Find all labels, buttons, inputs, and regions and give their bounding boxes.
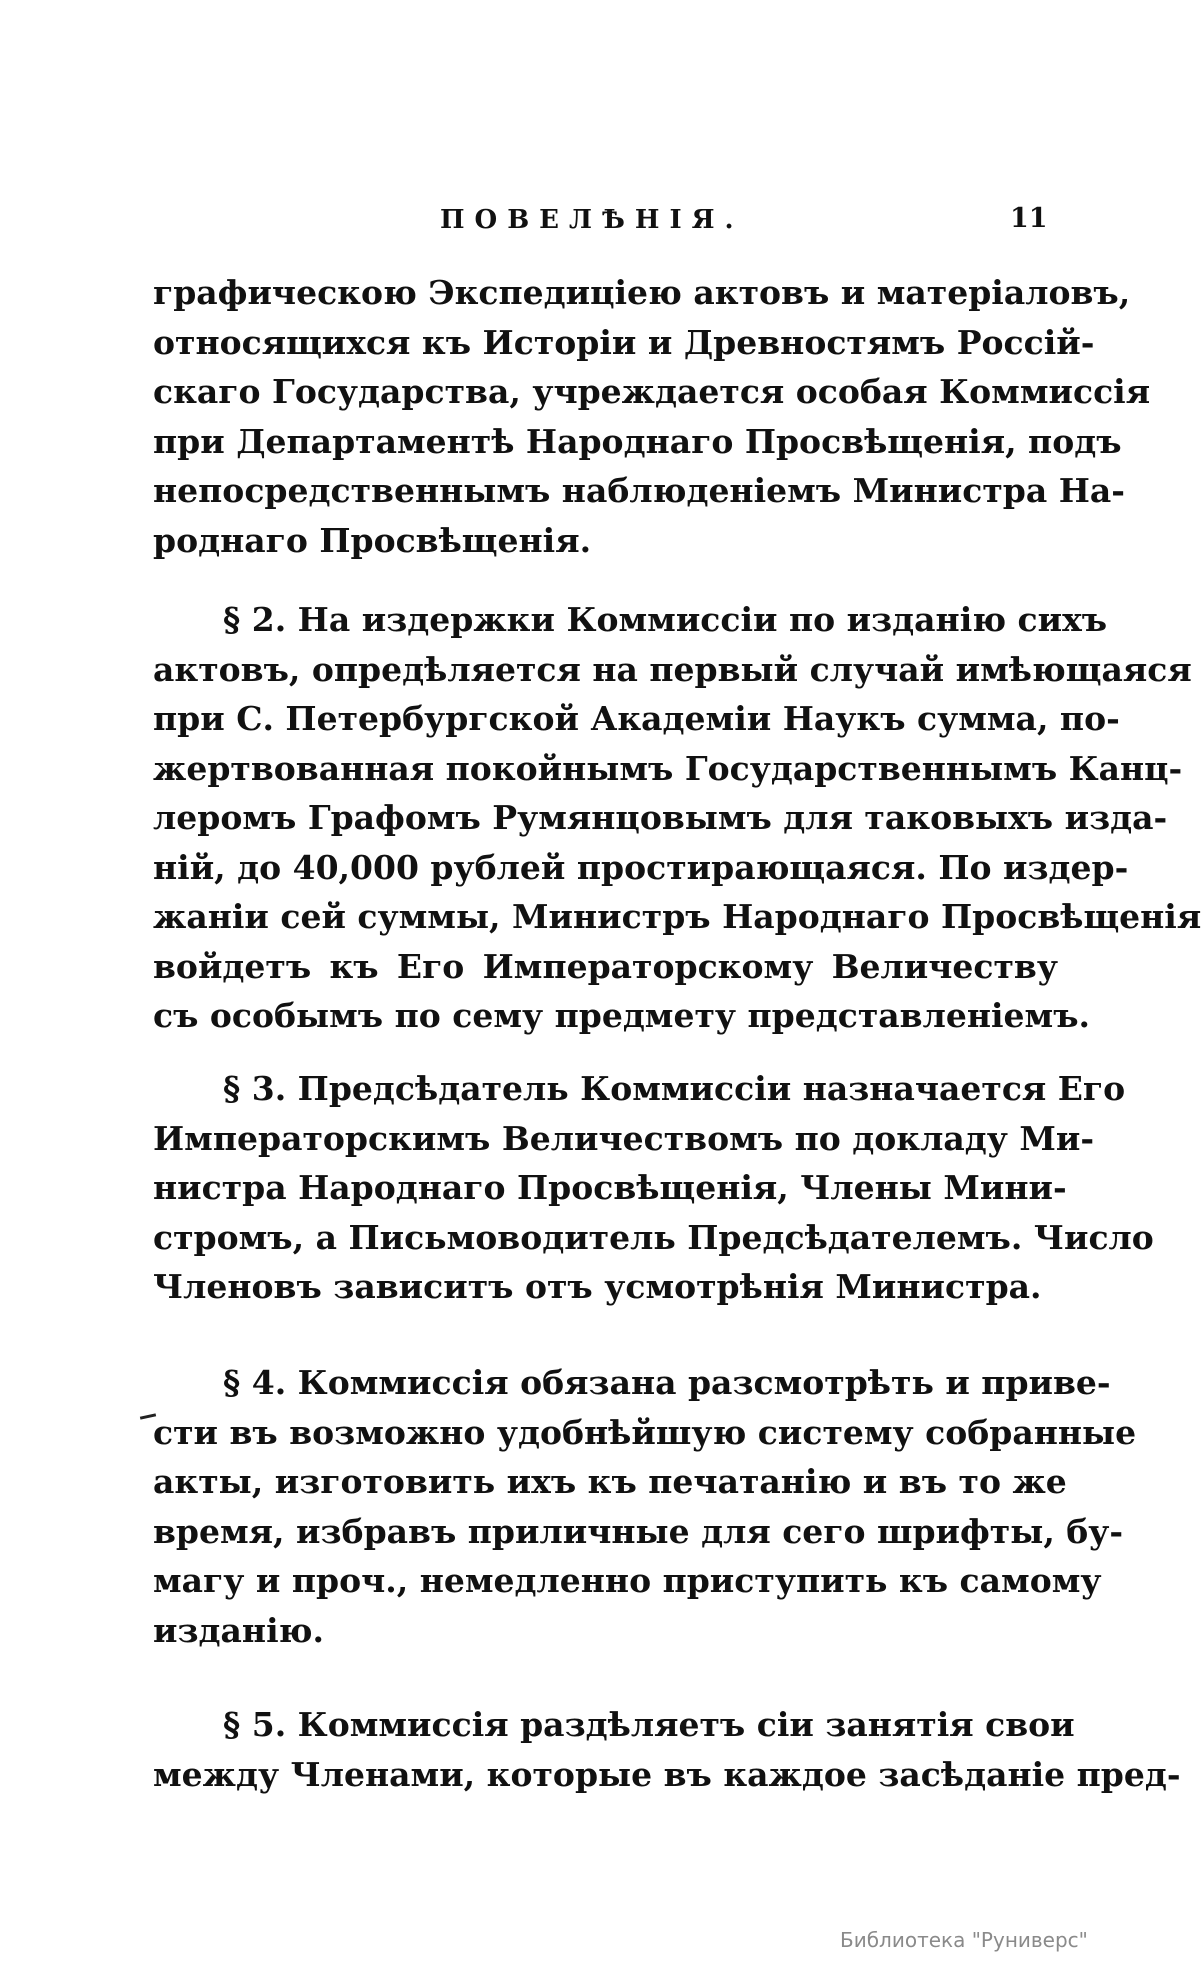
text-line: съ особымъ по сему предмету представленіемъ. xyxy=(153,996,1091,1035)
text-line: Членовъ зависитъ отъ усмотрѣнія Министра. xyxy=(153,1267,1042,1306)
text-line: при С. Петербургской Академіи Наукъ сумма, по- xyxy=(153,699,1120,738)
text-line: графическою Экспедиціею актовъ и матеріаловъ, xyxy=(153,273,1131,312)
text-line: Императорскимъ Величествомъ по докладу Ми- xyxy=(153,1118,1095,1158)
text-line: войдетъ къ Его Императорскому Величеству xyxy=(153,946,1058,986)
text-line: непосредственнымъ наблюденіемъ Министра На- xyxy=(153,471,1125,510)
text-line: магу и проч., немедленно приступить къ самому xyxy=(153,1561,1102,1600)
text-line: время, избравъ приличные для сего шрифты, бу- xyxy=(153,1511,1124,1551)
paragraph-intro xyxy=(153,268,1151,565)
text-line: жаніи сей суммы, Министръ Народнаго Просвѣщенія xyxy=(153,897,1201,936)
text-line: § 2. На издержки Коммиссіи по изданію сихъ xyxy=(223,600,1108,639)
paragraph-section-4 xyxy=(153,1358,1137,1655)
library-watermark: Библиотека "Руниверс" xyxy=(840,1928,1088,1952)
text-line: роднаго Просвѣщенія. xyxy=(153,520,592,560)
running-head: ПОВЕЛѢНІЯ. xyxy=(440,205,744,235)
paragraph-section-3 xyxy=(153,1064,1154,1312)
text-line: стромъ, а Письмоводитель Предсѣдателемъ. Число xyxy=(153,1217,1154,1257)
text-line: при Департаментѣ Народнаго Просвѣщенія, подъ xyxy=(153,421,1122,461)
text-line: относящихся къ Исторіи и Древностямъ Россій- xyxy=(153,322,1095,362)
text-line: акты, изготовить ихъ къ печатанію и въ то же xyxy=(153,1462,1067,1501)
text-line: сти въ возможно удобнѣйшую систему собранные xyxy=(153,1412,1137,1452)
text-line: § 5. Коммиссія раздѣляетъ сіи занятія свои xyxy=(223,1705,1075,1744)
text-line: ній, до 40,000 рублей простирающаяся. По издер- xyxy=(153,847,1129,887)
text-line: нистра Народнаго Просвѣщенія, Члены Мини- xyxy=(153,1168,1067,1207)
text-line: актовъ, опредѣляется на первый случай имѣющаяся xyxy=(153,649,1192,689)
paragraph-section-2 xyxy=(153,595,1201,1041)
text-line: между Членами, которые въ каждое засѣданіе пред- xyxy=(153,1754,1181,1794)
text-line: леромъ Графомъ Румянцовымъ для таковыхъ изда- xyxy=(153,798,1168,837)
text-line: скаго Государства, учреждается особая Коммиссія xyxy=(153,372,1151,411)
text-line: § 4. Коммиссія обязана разсмотрѣть и приве- xyxy=(223,1363,1111,1402)
paragraph-section-5 xyxy=(153,1700,1181,1799)
text-line: § 3. Предсѣдатель Коммиссіи назначается Его xyxy=(223,1069,1126,1108)
text-line: изданію. xyxy=(153,1610,324,1650)
page-number: 11 xyxy=(1010,203,1048,234)
text-line: жертвованная покойнымъ Государственнымъ Канц- xyxy=(153,748,1183,788)
